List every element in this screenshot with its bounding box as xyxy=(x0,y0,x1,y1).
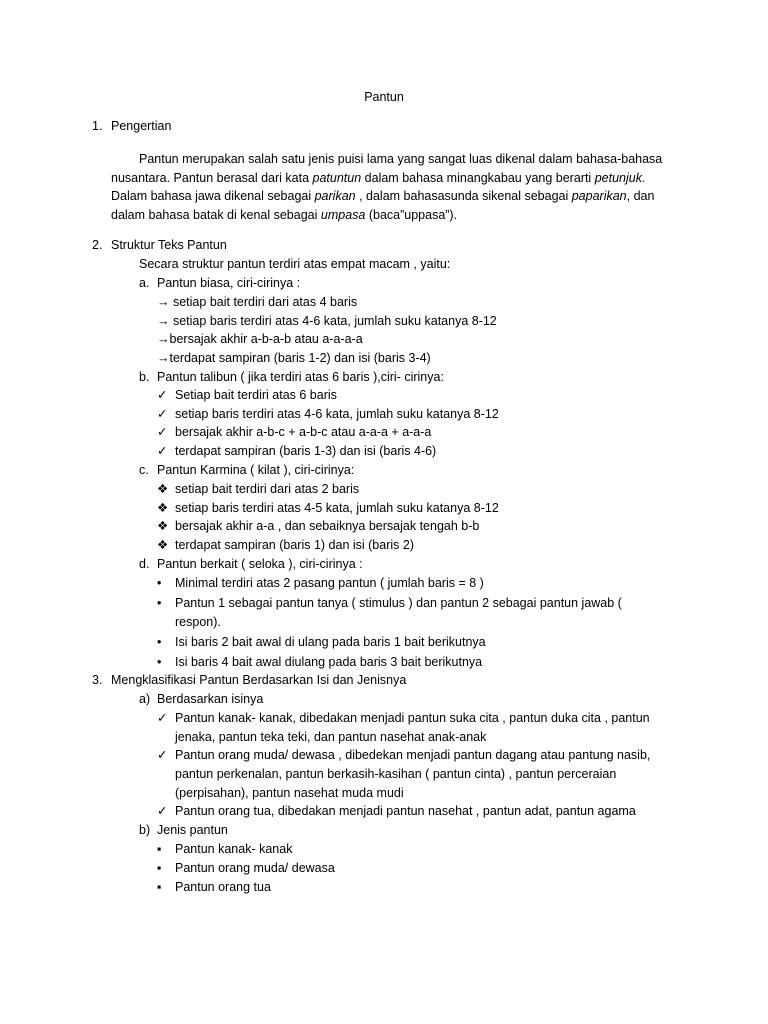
diamond-bullet-icon: ❖ xyxy=(157,538,169,552)
list-item-text: Pantun kanak- kanak, dibedakan menjadi pantun suka cita , pantun duka cita , pantun xyxy=(175,711,650,725)
list-item-text: terdapat sampiran (baris 1) dan isi (baris 2) xyxy=(175,538,414,552)
bullet-icon: • xyxy=(157,655,162,669)
definition-text: dalam bahasa minangkabau yang berarti xyxy=(361,171,595,185)
list-item-text: setiap bait terdiri dari atas 4 baris xyxy=(172,295,358,309)
arrow-right-icon: → xyxy=(157,295,170,309)
list-item-text: bersajak akhir a-b-a-b atau a-a-a-a xyxy=(169,332,363,346)
list-item-text: Pantun kanak- kanak xyxy=(175,842,293,856)
checkmark-icon: ✓ xyxy=(157,748,168,762)
list-item-text: Minimal terdiri atas 2 pasang pantun ( jumlah baris = 8 ) xyxy=(175,576,484,590)
list-item-text: setiap bait terdiri dari atas 2 baris xyxy=(175,482,360,496)
checkmark-icon: ✓ xyxy=(157,444,168,458)
list-item-text: Isi baris 2 bait awal di ulang pada baris 1 bait berikutnya xyxy=(175,635,486,649)
definition-text: (baca”uppasa”). xyxy=(365,208,458,222)
section-2-intro: Secara struktur pantun terdiri atas empat macam , yaitu: xyxy=(139,257,451,271)
diamond-bullet-icon: ❖ xyxy=(157,482,169,496)
term-parikan: parikan xyxy=(314,189,356,203)
list-item-text: Pantun orang tua, dibedakan menjadi pantun nasehat , pantun adat, pantun agama xyxy=(175,804,636,818)
list-item xyxy=(157,406,499,422)
term-umpasa: umpasa xyxy=(320,208,366,222)
definition-text: dalam bahasa batak di kenal sebagai xyxy=(111,208,321,222)
subsection-c-marker: c. xyxy=(139,463,149,477)
list-item xyxy=(157,518,479,534)
subsection-d-heading: Pantun berkait ( seloka ), ciri-cirinya : xyxy=(157,557,363,571)
square-bullet-icon: ▪ xyxy=(157,861,162,875)
list-item xyxy=(157,595,622,611)
list-item xyxy=(157,350,431,366)
diamond-bullet-icon: ❖ xyxy=(157,519,169,533)
subsection-b-marker: b. xyxy=(139,370,150,384)
list-item xyxy=(157,634,486,650)
list-item xyxy=(157,803,636,819)
checkmark-icon: ✓ xyxy=(157,711,168,725)
arrow-right-icon: → xyxy=(157,314,170,328)
list-item xyxy=(157,841,292,857)
list-item-text: Pantun orang muda/ dewasa xyxy=(175,861,335,875)
term-patuntun: patuntun xyxy=(312,171,362,185)
subsection-c-heading: Pantun Karmina ( kilat ), ciri-cirinya: xyxy=(157,463,355,477)
list-item xyxy=(157,860,335,876)
list-item-text: Pantun 1 sebagai pantun tanya ( stimulus ) dan pantun 2 sebagai pantun jawab ( xyxy=(175,596,622,610)
bullet-icon: • xyxy=(157,635,162,649)
definition-line-1 xyxy=(139,151,662,167)
subsection-b-heading: Jenis pantun xyxy=(157,823,228,837)
list-item-continuation: pantun perkenalan, pantun berkasih-kasihan ( pantun cinta) , pantun perceraian xyxy=(175,767,617,781)
list-item xyxy=(157,424,431,440)
list-item-text: Pantun orang muda/ dewasa , dibedekan menjadi pantun dagang atau pantung nasib, xyxy=(175,748,651,762)
term-paparikan: paparikan xyxy=(571,189,627,203)
subsection-a-marker: a) xyxy=(139,692,151,706)
checkmark-icon: ✓ xyxy=(157,388,168,402)
checkmark-icon: ✓ xyxy=(157,425,168,439)
term-petunjuk: petunjuk. xyxy=(594,171,646,185)
definition-text: , dalam bahasasunda sikenal sebagai xyxy=(355,189,572,203)
list-item xyxy=(157,481,359,497)
definition-text: , dan xyxy=(626,189,655,203)
bullet-icon: • xyxy=(157,576,162,590)
list-item xyxy=(157,879,271,895)
definition-line-4 xyxy=(111,207,457,223)
list-item-text: terdapat sampiran (baris 1-3) dan isi (baris 4-6) xyxy=(175,444,437,458)
square-bullet-icon: ▪ xyxy=(157,842,162,856)
section-1-number: 1. xyxy=(92,119,103,133)
list-item-text: Pantun orang tua xyxy=(175,880,271,894)
list-item-continuation: respon). xyxy=(175,615,221,629)
list-item xyxy=(157,575,484,591)
definition-line-3 xyxy=(111,188,654,204)
list-item xyxy=(157,654,482,670)
list-item-text: Setiap bait terdiri atas 6 baris xyxy=(175,388,337,402)
list-item-text: setiap baris terdiri atas 4-5 kata, jumlah suku katanya 8-12 xyxy=(175,501,499,515)
definition-text: Dalam bahasa jawa dikenal sebagai xyxy=(111,189,315,203)
section-1-heading: Pengertian xyxy=(111,119,172,133)
list-item-text: setiap baris terdiri atas 4-6 kata, jumlah suku katanya 8-12 xyxy=(172,314,497,328)
arrow-right-icon: → xyxy=(157,332,170,346)
list-item xyxy=(157,747,650,763)
list-item xyxy=(157,294,357,310)
checkmark-icon: ✓ xyxy=(157,804,168,818)
definition-line-1-text: Pantun merupakan salah satu jenis puisi lama yang sangat luas dikenal dalam bahasa-bahasa xyxy=(139,152,663,166)
subsection-b-heading: Pantun talibun ( jika terdiri atas 6 baris ),ciri- cirinya: xyxy=(157,370,444,384)
list-item-text: Isi baris 4 bait awal diulang pada baris 3 bait berikutnya xyxy=(175,655,483,669)
subsection-a-heading: Berdasarkan isinya xyxy=(157,692,264,706)
section-3-number: 3. xyxy=(92,673,103,687)
list-item xyxy=(157,710,650,726)
section-3-heading: Mengklasifikasi Pantun Berdasarkan Isi dan Jenisnya xyxy=(111,673,407,687)
list-item-text: terdapat sampiran (baris 1-2) dan isi (baris 3-4) xyxy=(169,351,431,365)
bullet-icon: • xyxy=(157,596,162,610)
subsection-d-marker: d. xyxy=(139,557,150,571)
definition-line-2 xyxy=(111,170,645,186)
list-item-continuation: (perpisahan), pantun nasehat muda mudi xyxy=(175,786,404,800)
subsection-a-marker: a. xyxy=(139,276,150,290)
list-item xyxy=(157,443,436,459)
list-item-text: bersajak akhir a-a , dan sebaiknya bersajak tengah b-b xyxy=(175,519,480,533)
list-item xyxy=(157,387,337,403)
list-item xyxy=(157,500,499,516)
subsection-b-marker: b) xyxy=(139,823,151,837)
list-item-text: setiap baris terdiri atas 4-6 kata, jumlah suku katanya 8-12 xyxy=(175,407,499,421)
diamond-bullet-icon: ❖ xyxy=(157,501,169,515)
definition-text: nusantara. Pantun berasal dari kata xyxy=(111,171,313,185)
list-item-continuation: jenaka, pantun teka teki, dan pantun nasehat anak-anak xyxy=(175,730,487,744)
checkmark-icon: ✓ xyxy=(157,407,168,421)
list-item-text: bersajak akhir a-b-c + a-b-c atau a-a-a + a-a-a xyxy=(175,425,432,439)
list-item xyxy=(157,313,497,329)
square-bullet-icon: ▪ xyxy=(157,880,162,894)
subsection-a-heading: Pantun biasa, ciri-cirinya : xyxy=(157,276,301,290)
document-title: Pantun xyxy=(364,90,404,104)
list-item xyxy=(157,537,414,553)
section-2-heading: Struktur Teks Pantun xyxy=(111,238,227,252)
section-2-number: 2. xyxy=(92,238,103,252)
arrow-right-icon: → xyxy=(157,351,170,365)
list-item xyxy=(157,331,363,347)
